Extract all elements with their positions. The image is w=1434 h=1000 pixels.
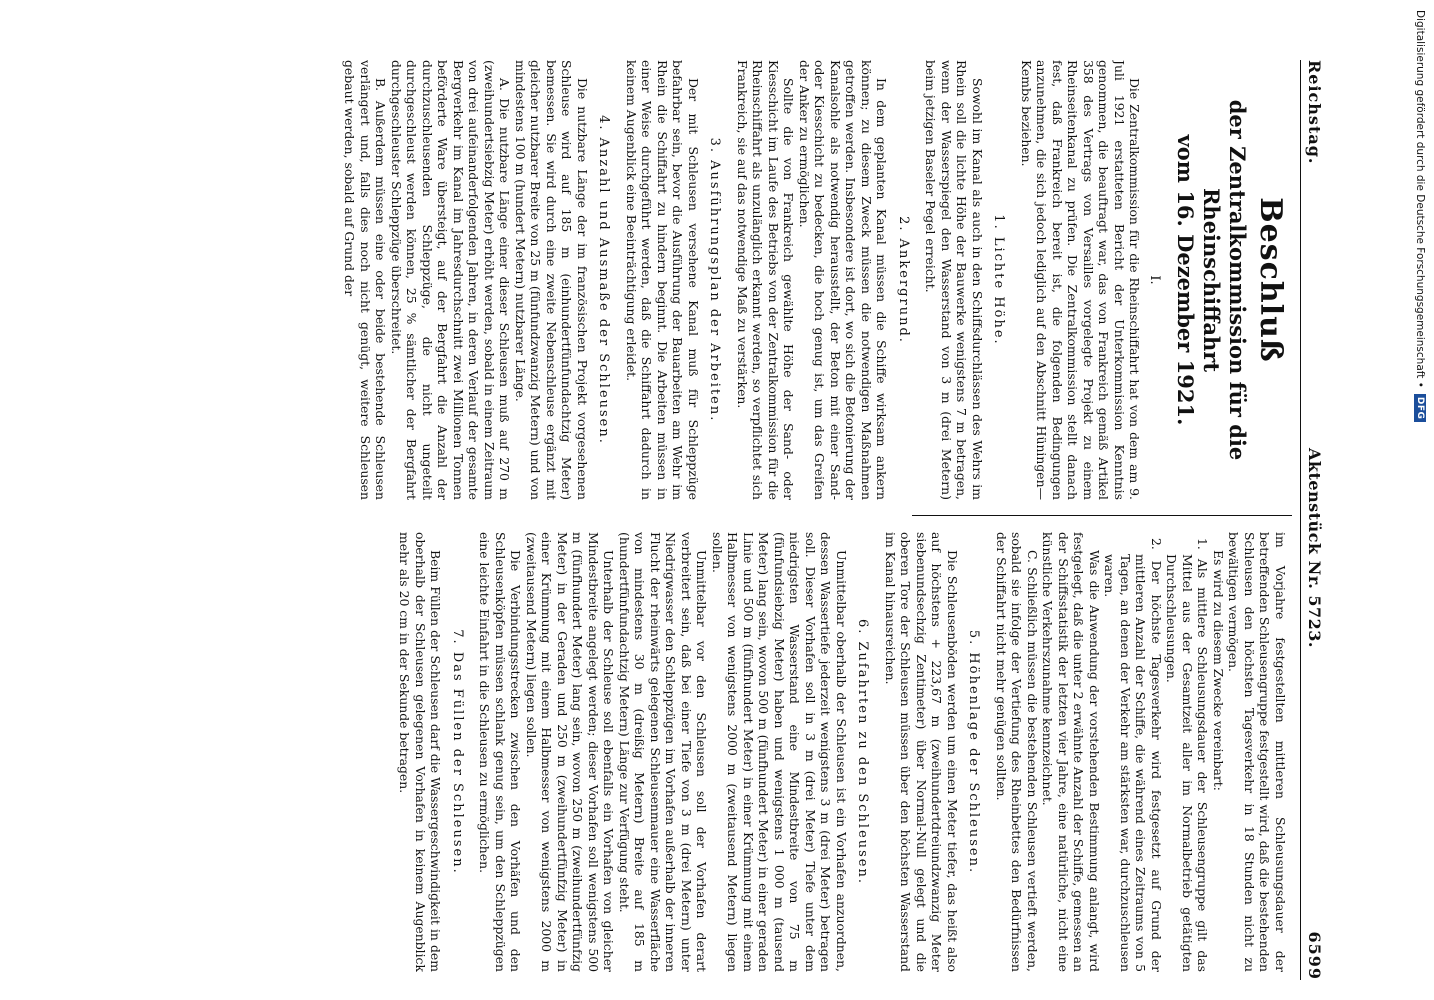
list-item: 2. Der höchste Tagesverkehr wird festgesetzt auf Grund der mittleren Anzahl der Schiffe, die während eines Zeitraums von 5 Tagen, an denen der Verkehr am stärksten war, durchzuschleusen waren.	[1102, 538, 1164, 972]
section-4-text-1: Die nutzbare Länge der im französischen Projekt vorgesehenen Schleuse wird auf 185 m (einhundertfünfundachtzig Meter) bemessen. Sie wird durch eine zweite Nebenschleuse ergänzt mit gleicher nutzbarer Breite von 25 m (fünfundzwanzig Metern) und von mindestens 100 m (hundert Metern) nutzbarer Länge.	[513, 60, 590, 500]
dfg-logo: DFG	[1414, 394, 1426, 423]
section-2-text-2: Sollte die von Frankreich gewählte Höhe der Sand- oder Kiesschicht im Laufe des Betriebs von der Zentralkommission für die Rheinschiffahrt als unzulänglich erkannt werden, so verpflichtet sich Frankreich, sie auf das notwendige Maß zu verstärken.	[735, 60, 797, 500]
page-header	[1300, 60, 1340, 980]
document-title: Beschluß	[1253, 197, 1288, 363]
section-4-text-d: C. Schließlich müssen die bestehenden Schleusen vertieft werden, sobald sie infolge der Vertiefung des Rheinbettes den Bedürfnissen der Schiffahrt nicht mehr genügen sollten.	[994, 532, 1040, 972]
section-2-text-1: In dem geplanten Kanal müssen die Schiffe wirksam ankern können; zu diesem Zweck müssen die notwendigen Maßnahmen getroffen werden. Insbesondere ist dort, wo sich die Betonierung der Kanalsohle als notwendig herausstellt, der Beton mit einer Sand- oder Kiesschicht zu bedecken, die hoch genug ist, um das Greifen der Anker zu ermöglichen.	[797, 60, 890, 500]
section-5-text: Die Schleusenböden werden um einen Meter tiefer, das heißt also auf höchstens + 223,67 m (zweihundertdreiundzwanzig Meter siebenundsechzig Zentimeter) über Normal-Null gelegt und die oberen Tore der Schleusen müssen über den höchsten Wasserstand im Kanal hinausreichen.	[883, 532, 960, 972]
intro-paragraph: Die Zentralkommission für die Rheinschiffahrt hat von dem am 9. Juli 1921 erstatteten Bericht der Unterkommission Kenntnis genommen, die beauftragt war, das von Frankreich gemäß Artikel 358 des Vertrags von Versailles vorgelegte Projekt zu einem Rheinseitenkanal zu prüfen. Die Zentralkommission stellt danach fest, daß Frankreich bereit ist, die folgenden Bedingungen anzunehmen, die sich jedoch lediglich auf den Abschnitt Hüningen—Kembs beziehen.	[1019, 60, 1143, 500]
header-left: Reichstag.	[1305, 60, 1324, 165]
agreement-intro: Es wird zu diesem Zwecke vereinbart:	[1211, 550, 1226, 791]
section-5-heading: 5. Höhenlage der Schleusen.	[966, 629, 982, 875]
list-item: 1. Als mittlere Schleusungsdauer der Schleusengruppe gilt das Mittel aus der Gesamtzeit aller im Normalbetrieb getätigten Durchschleusungen.	[1164, 538, 1211, 972]
digitization-credit	[1412, 10, 1426, 990]
roman-numeral-heading: I.	[1147, 275, 1162, 285]
section-7-text: Beim Füllen der Schleusen darf die Wassergeschwindigkeit in dem oberhalb der Schleusen gelegenen Vorhafen in keinem Augenblick mehr als 20 cm in der Sekunde betragen.	[397, 532, 444, 972]
section-6-heading: 6. Zufahrten zu den Schleusen.	[855, 618, 871, 886]
section-4-text-a: A. Die nutzbare Länge einer dieser Schleusen muß auf 270 m (zweihundertsiebzig Meter) erhöht werden, sobald in einem Zeitraum von drei aufeinanderfolgenden Jahren, in deren Verlauf der gesamte Bergverkehr im Kanal im Jahresdurchschnitt zwei Millionen Tonnen beförderte Ware übersteigt, auf der Bergfahrt die Anzahl der durchzuschleusenden Schleppzüge, die nicht ungeteilt durchgeschleust werden können, 25 % sämtlicher der Bergfahrt durchgeschleuster Schleppzüge überschreitet.	[389, 60, 513, 500]
continuation-paragraph: im Vorjahre festgestellten mittleren Schleusungsdauer der betreffenden Schleusengruppe festgestellt wird, daß die bestehenden Schleusen den höchsten Tagesverkehr in 18 Stunden nicht zu bewältigen vermögen.	[1226, 532, 1288, 972]
rotated-document-page	[100, 60, 1340, 980]
section-6-text-2: Unmittelbar vor den Schleusen soll der Vorhafen derart verbreitert sein, daß bei einer Tiefe von 3 m (drei Metern) unter Niedrigwasser den Schleppzügen im Vorhafen außerhalb der inneren Flucht der rheinwärts gelegenen Schleusenmauer eine Wasserfläche von mindestens 30 m (dreißig Metern) Breite auf 185 m (hundertfünfundachtzig Metern) Länge zur Verfügung steht.	[617, 532, 710, 972]
section-6-text-1: Unmittelbar oberhalb der Schleusen ist ein Vorhafen anzuordnen, dessen Wassertiefe jederzeit wenigstens 3 m (drei Meter) betragen soll. Dieser Vorhafen soll in 3 m (drei Meter) Tiefe unter dem niedrigsten Wasserstand eine Mindestbreite von 75 m (fünfundsiebzig Meter) haben und wenigstens 1 000 m (tausend Meter) lang sein, wovon 500 m (fünfhundert Meter) in einer geraden Linie und 500 m (fünfhundert Meter) in einer Krümmung mit einem Halbmesser von wenigstens 2000 m (zweitausend Metern) liegen sollen.	[710, 532, 849, 972]
section-4-text-b: B. Außerdem müssen eine oder beide bestehende Schleusen verlängert und, falls dies noch nicht genügt, weitere Schleusen gebaut werden, sobald auf Grund der	[342, 60, 389, 500]
section-2-heading: 2. Ankergrund.	[896, 216, 911, 344]
column-divider	[912, 515, 1292, 516]
section-1-text: Sowohl im Kanal als auch in den Schiffsdurchlässen des Wehrs im Rhein soll die lichte Höhe der Bauwerke wenigstens 7 m betragen, wenn der Wasserspiegel den Wasserstand von 3 m (drei Metern) beim jetzigen Baseler Pegel erreicht.	[923, 60, 985, 500]
digitization-credit-text: Digitalisierung gefördert durch die Deutsche Forschungsgemeinschaft •	[1414, 10, 1426, 388]
section-3-text: Der mit Schleusen versehene Kanal muß für Schleppzüge befahrbar sein, bevor die Ausführung der Bauarbeiten am Wehr im Rhein die Schiffahrt zu hindern beginnt. Die Arbeiten müssen in einer Weise durchgeführt werden, daß die Schiffahrt dadurch in keinem Augenblick eine Beeinträchtigung erleidet.	[624, 60, 701, 500]
section-6-text-4: Die Verbindungsstrecken zwischen den Vorhäfen und den Schleusenköpfen müssen schlank genug sein, um den Schleppzügen eine leichte Einfahrt in die Schleusen zu ermöglichen.	[477, 532, 524, 972]
section-7-heading: 7. Das Füllen der Schleusen.	[450, 629, 465, 875]
section-3-heading: 3. Ausführungsplan der Arbeiten.	[707, 137, 723, 423]
header-document-number: Aktenstück Nr. 5723.	[1305, 447, 1324, 648]
left-column	[118, 60, 1288, 500]
section-4-text-c: Was die Anwendung der vorstehenden Bestimmung anlangt, wird festgelegt, daß die unter 2 erwähnte Anzahl der Schiffe, gemessen an der Schiffsstatistik der letzten vier Jahre, eine natürliche, nicht eine künstliche Verkehrszunahme kennzeichnet.	[1040, 532, 1102, 972]
section-6-text-3: Unterhalb der Schleuse soll ebenfalls ein Vorhafen von gleicher Mindestbreite angelegt werden; dieser Vorhafen soll wenigstens 500 m (fünfhundert Meter) lang sein, wovon 250 m (zweihundertfünfzig Meter) in der Geraden und 250 m (zweihundertfünfzig Meter) in einer Krümmung mit einem Halbmesser von wenigstens 2000 m (zweitausend Metern) liegen sollen.	[524, 532, 617, 972]
document-subtitle-line-1: der Zentralkommission für die Rheinschiffahrt	[1199, 99, 1250, 461]
section-4-heading: 4. Anzahl und Ausmaße der Schleusen.	[596, 115, 612, 445]
right-column	[118, 532, 1288, 972]
section-1-heading: 1. Lichte Höhe.	[991, 214, 1007, 346]
document-subtitle-line-2: vom 16. Dezember 1921.	[1173, 134, 1198, 426]
page-number: 6599	[1305, 931, 1324, 980]
